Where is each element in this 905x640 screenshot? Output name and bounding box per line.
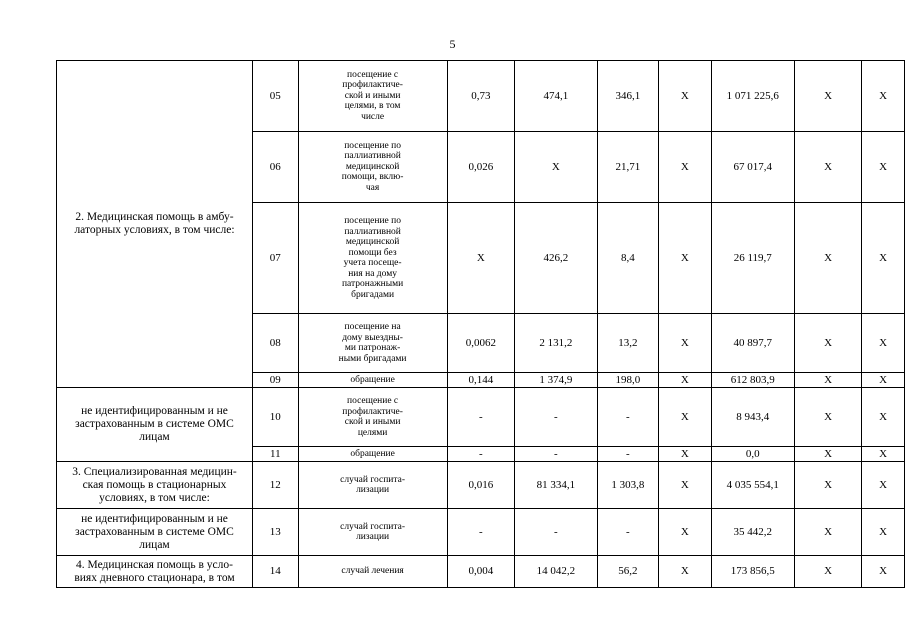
- total-cell: 0,0: [711, 447, 794, 462]
- col6-cell: X: [659, 314, 712, 373]
- col6-cell: X: [659, 132, 712, 203]
- per-capita-cell: 21,71: [597, 132, 659, 203]
- norm-cell: 0,73: [447, 61, 515, 132]
- row-number-cell: 08: [252, 314, 298, 373]
- col8-cell: X: [794, 314, 861, 373]
- per-capita-cell: -: [597, 388, 659, 447]
- unit-cell: обращение: [298, 373, 447, 388]
- page-number: 5: [449, 37, 456, 51]
- col8-cell: X: [794, 61, 861, 132]
- col9-cell: X: [862, 61, 905, 132]
- total-cell: 67 017,4: [711, 132, 794, 203]
- col6-cell: X: [659, 61, 712, 132]
- row-number-cell: 11: [252, 447, 298, 462]
- row-number-cell: 06: [252, 132, 298, 203]
- per-capita-cell: -: [597, 447, 659, 462]
- cost-cell: -: [515, 509, 597, 556]
- col9-cell: X: [862, 132, 905, 203]
- row-number-cell: 09: [252, 373, 298, 388]
- unit-cell: посещение по паллиативной медицинской помощи без учета посеще- ния на дому патронажными бригадами: [298, 203, 447, 314]
- total-cell: 173 856,5: [711, 556, 794, 588]
- col9-cell: X: [862, 509, 905, 556]
- table-row: [57, 61, 905, 132]
- col6-cell: X: [659, 556, 712, 588]
- row-number-cell: 13: [252, 509, 298, 556]
- col9-cell: X: [862, 373, 905, 388]
- col8-cell: X: [794, 509, 861, 556]
- unit-cell: случай госпита- лизации: [298, 462, 447, 509]
- total-cell: 612 803,9: [711, 373, 794, 388]
- col9-cell: X: [862, 556, 905, 588]
- col6-cell: X: [659, 388, 712, 447]
- total-cell: 8 943,4: [711, 388, 794, 447]
- row-number-cell: 05: [252, 61, 298, 132]
- col8-cell: X: [794, 203, 861, 314]
- total-cell: 26 119,7: [711, 203, 794, 314]
- norm-cell: -: [447, 509, 515, 556]
- row-number-cell: 10: [252, 388, 298, 447]
- total-cell: 4 035 554,1: [711, 462, 794, 509]
- table-row: [57, 509, 905, 556]
- col8-cell: X: [794, 373, 861, 388]
- cost-cell: 14 042,2: [515, 556, 597, 588]
- table-row: [57, 556, 905, 588]
- col8-cell: X: [794, 556, 861, 588]
- per-capita-cell: 346,1: [597, 61, 659, 132]
- col9-cell: X: [862, 388, 905, 447]
- row-number-cell: 12: [252, 462, 298, 509]
- norm-cell: 0,004: [447, 556, 515, 588]
- cost-cell: 81 334,1: [515, 462, 597, 509]
- per-capita-cell: 56,2: [597, 556, 659, 588]
- unit-cell: случай госпита- лизации: [298, 509, 447, 556]
- unit-cell: посещение с профилактиче- ской и иными целями, в том числе: [298, 61, 447, 132]
- row-number-cell: 14: [252, 556, 298, 588]
- col6-cell: X: [659, 203, 712, 314]
- total-cell: 1 071 225,6: [711, 61, 794, 132]
- cost-cell: 426,2: [515, 203, 597, 314]
- cost-cell: 1 374,9: [515, 373, 597, 388]
- col8-cell: X: [794, 462, 861, 509]
- category-cell: 3. Специализированная медицин- ская помощь в стационарных условиях, в том числе:: [57, 462, 253, 509]
- col6-cell: X: [659, 462, 712, 509]
- col6-cell: X: [659, 373, 712, 388]
- per-capita-cell: 1 303,8: [597, 462, 659, 509]
- total-cell: 35 442,2: [711, 509, 794, 556]
- category-cell: 4. Медицинская помощь в усло- виях дневного стационара, в том: [57, 556, 253, 588]
- col8-cell: X: [794, 388, 861, 447]
- financing-table: [56, 60, 905, 588]
- per-capita-cell: 8,4: [597, 203, 659, 314]
- category-cell: не идентифицированным и не застрахованным в системе ОМС лицам: [57, 388, 253, 462]
- norm-cell: -: [447, 447, 515, 462]
- unit-cell: посещение на дому выездны- ми патронаж- ными бригадами: [298, 314, 447, 373]
- unit-cell: обращение: [298, 447, 447, 462]
- per-capita-cell: 198,0: [597, 373, 659, 388]
- col9-cell: X: [862, 203, 905, 314]
- cost-cell: X: [515, 132, 597, 203]
- norm-cell: 0,144: [447, 373, 515, 388]
- col9-cell: X: [862, 314, 905, 373]
- col8-cell: X: [794, 132, 861, 203]
- unit-cell: посещение с профилактиче- ской и иными целями: [298, 388, 447, 447]
- per-capita-cell: -: [597, 509, 659, 556]
- per-capita-cell: 13,2: [597, 314, 659, 373]
- cost-cell: 474,1: [515, 61, 597, 132]
- table-row: [57, 388, 905, 447]
- norm-cell: -: [447, 388, 515, 447]
- col9-cell: X: [862, 447, 905, 462]
- category-cell: 2. Медицинская помощь в амбу- латорных условиях, в том числе:: [57, 61, 253, 388]
- cost-cell: -: [515, 388, 597, 447]
- norm-cell: 0,016: [447, 462, 515, 509]
- row-number-cell: 07: [252, 203, 298, 314]
- table-row: [57, 462, 905, 509]
- cost-cell: -: [515, 447, 597, 462]
- norm-cell: 0,026: [447, 132, 515, 203]
- col8-cell: X: [794, 447, 861, 462]
- col9-cell: X: [862, 462, 905, 509]
- category-cell: не идентифицированным и не застрахованным в системе ОМС лицам: [57, 509, 253, 556]
- col6-cell: X: [659, 447, 712, 462]
- unit-cell: случай лечения: [298, 556, 447, 588]
- norm-cell: 0,0062: [447, 314, 515, 373]
- total-cell: 40 897,7: [711, 314, 794, 373]
- cost-cell: 2 131,2: [515, 314, 597, 373]
- norm-cell: X: [447, 203, 515, 314]
- unit-cell: посещение по паллиативной медицинской помощи, вклю- чая: [298, 132, 447, 203]
- col6-cell: X: [659, 509, 712, 556]
